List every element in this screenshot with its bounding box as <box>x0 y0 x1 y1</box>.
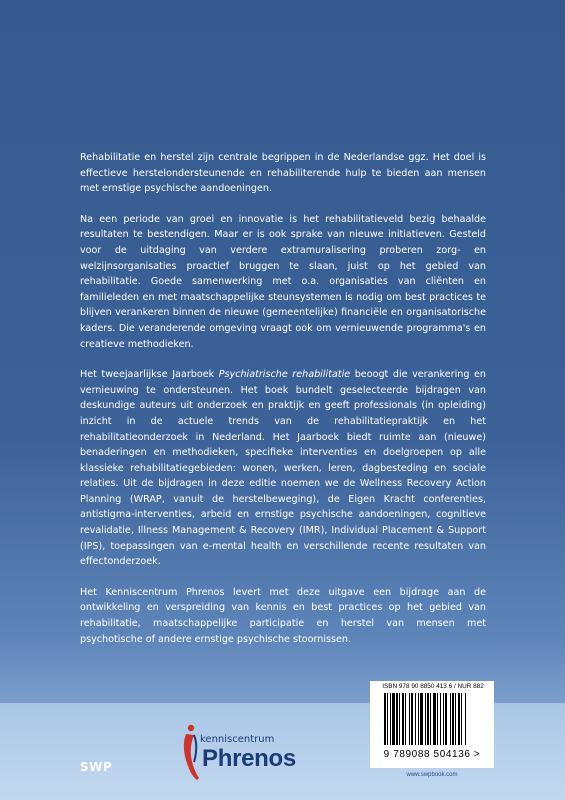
barcode-label <box>370 681 494 768</box>
publisher-logo: SWP <box>80 760 113 774</box>
blurb-text <box>80 150 486 662</box>
logo-title: Phrenos <box>202 745 296 772</box>
paragraph-4: Het Kenniscentrum Phrenos levert met deze uitgave een bijdrage aan de ontwikkeling en verspreiding van kennis en best practices op het gebied van rehabilitatie, maatschappelijke participatie en herstel van mensen met psychotische of andere ernstige psychische stoornissen. <box>80 586 486 645</box>
publisher-url: www.swpbook.com <box>406 772 458 778</box>
paragraph-3-rest: beoogt die verankering en vernieuwing te ondersteunen. Het boek bundelt geselecteerde bijdragen van deskundige auteurs uit onderzoek en praktijk en geeft professionals (in opleiding) inzicht in de actuele trends van de rehabilitatiepraktijk en het rehabilitatieonderzoek in Nederland. Het Jaarboek biedt ruimte aan (nieuwe) benaderingen en methodieken, specifieke interventies en doelgroepen op alle klassieke rehabilitatiegebieden: wonen, werken, leren, dagbesteding en sociale relaties. Uit de bijdragen in deze editie noemen we de Wellness Recovery Action Planning (WRAP, vanuit de herstelbeweging), de Eigen Kracht conferenties, antistigma-interventies, arbeid en ernstige psychische aandoeningen, cognitieve revalidatie, Illness Management & Recovery (IMR), Individual Placement & Support (IPS), toepassingen van e-mental health en verschillende recente resultaten van effectonderzoek. <box>80 369 486 568</box>
barcode-icon <box>382 693 482 748</box>
isbn-text: ISBN 978 90 8850 413 6 / NUR 882 <box>382 683 484 690</box>
logo-subtitle: kenniscentrum <box>200 734 275 745</box>
paragraph-1: Rehabilitatie en herstel zijn centrale begrippen in de Nederlandse ggz. Het doel is effectieve herstelondersteunende en rehabiliterende hulp te bieden aan mensen met ernstige psychische aandoeningen. <box>80 152 486 195</box>
paragraph-3-start: Het tweejaarlijkse Jaarboek <box>80 369 219 381</box>
paragraph-2: Na een periode van groei en innovatie is het rehabilitatieveld bezig behaalde resultaten te bestendigen. Maar er is ook sprake van nieuwe initiatieven. Gesteld voor de uitdaging van verdere extramuralisering proberen zorg- en welzijnsorganisaties proactief bruggen te slaan, juist op het gebied van rehabilitatie. Goede samenwerking met o.a. organisaties van cliënten en familieleden en met maatschappelijke steunsystemen is nodig om best practices te blijven verankeren binnen de nieuwe (gemeentelijke) financiële en organisatorische kaders. Die veranderende omgeving vraagt ook om vernieuwende programma's en creatieve methodieken. <box>80 213 486 350</box>
paragraph-3 <box>80 367 486 570</box>
book-title-italic: Psychiatrische rehabilitatie <box>218 369 351 381</box>
barcode-number: 9 789088 504136 > <box>383 749 481 760</box>
